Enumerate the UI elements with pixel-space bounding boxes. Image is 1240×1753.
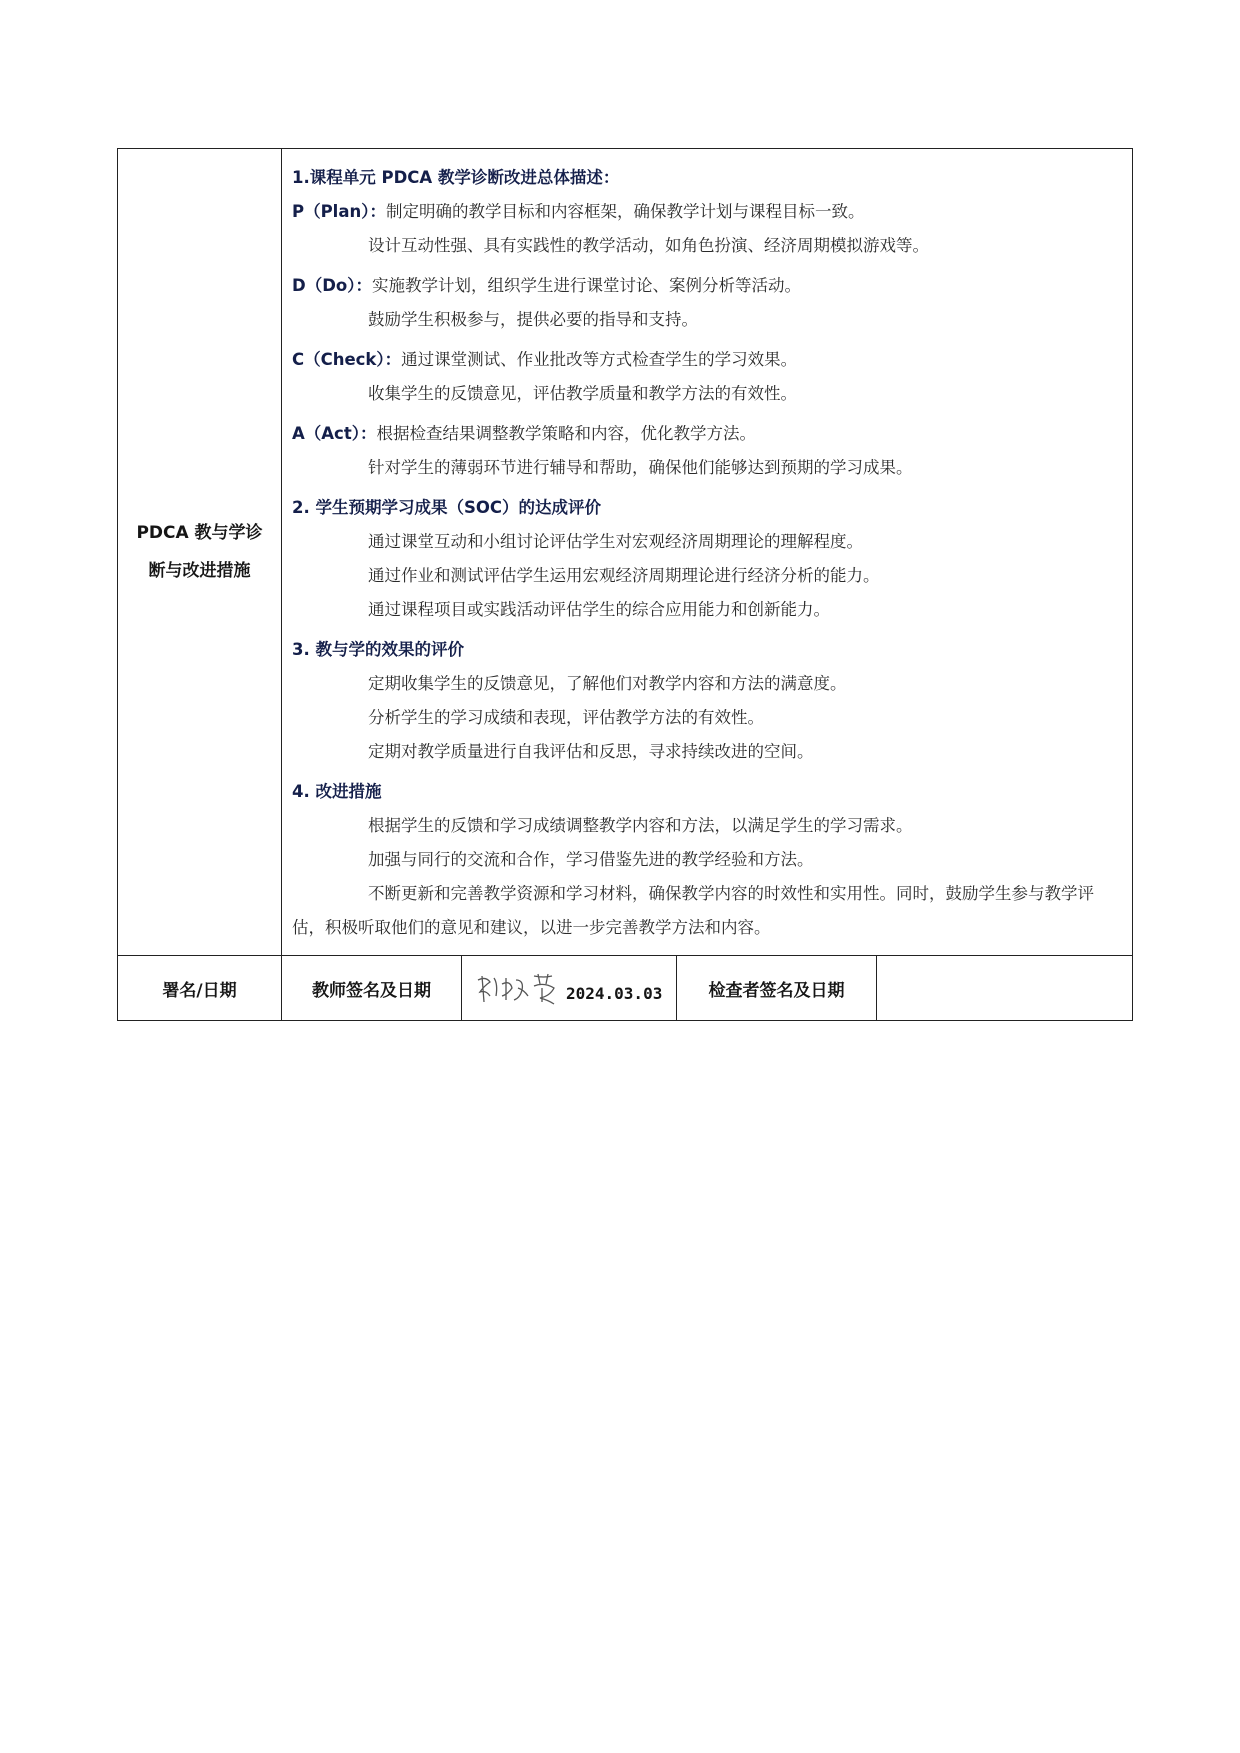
pdca-text: 根据检查结果调整教学策略和内容，优化教学方法。 bbox=[376, 424, 756, 443]
pdca-item-check bbox=[292, 343, 1122, 411]
pdca-detail: 鼓励学生积极参与，提供必要的指导和支持。 bbox=[368, 310, 698, 329]
pdca-lead: P（Plan）： bbox=[292, 202, 386, 221]
document-page bbox=[117, 148, 1132, 1021]
pdca-text: 制定明确的教学目标和内容框架，确保教学计划与课程目标一致。 bbox=[385, 202, 865, 221]
pdca-detail: 设计互动性强、具有实践性的教学活动，如角色扮演、经济周期模拟游戏等。 bbox=[368, 236, 929, 255]
pdca-text: 通过课堂测试、作业批改等方式检查学生的学习效果。 bbox=[401, 350, 798, 369]
section-line: 分析学生的学习成绩和表现，评估教学方法的有效性。 bbox=[368, 708, 764, 727]
section-line: 通过课堂互动和小组讨论评估学生对宏观经济周期理论的理解程度。 bbox=[368, 532, 863, 551]
teacher-signature-label: 教师签名及日期 bbox=[282, 956, 462, 1021]
pdca-detail: 针对学生的薄弱环节进行辅导和帮助，确保他们能够达到预期的学习成果。 bbox=[368, 458, 913, 477]
section-paragraph: 不断更新和完善教学资源和学习材料，确保教学内容的时效性和实用性。同时，鼓励学生参与教学评估，积极听取他们的意见和建议，以进一步完善教学方法和内容。 bbox=[292, 884, 1094, 937]
pdca-lead: D（Do）： bbox=[292, 276, 372, 295]
section-line: 通过课程项目或实践活动评估学生的综合应用能力和创新能力。 bbox=[368, 600, 830, 619]
pdca-row bbox=[118, 149, 1133, 956]
teacher-signature-date: 2024.03.03 bbox=[566, 983, 663, 1003]
pdca-detail: 收集学生的反馈意见，评估教学质量和教学方法的有效性。 bbox=[368, 384, 797, 403]
pdca-text: 实施教学计划，组织学生进行课堂讨论、案例分析等活动。 bbox=[371, 276, 801, 295]
section-line: 加强与同行的交流和合作，学习借鉴先进的教学经验和方法。 bbox=[368, 850, 814, 869]
section-label-cell bbox=[118, 149, 282, 956]
section-label: PDCA 教与学诊断与改进措施 bbox=[136, 523, 263, 581]
teacher-signature-cell[interactable] bbox=[462, 956, 677, 1021]
section-teaching-evaluation bbox=[292, 633, 1122, 769]
pdca-item-plan bbox=[292, 195, 1122, 263]
section-heading: 4. 改进措施 bbox=[292, 782, 382, 801]
content-title: 1.课程单元 PDCA 教学诊断改进总体描述： bbox=[292, 168, 620, 187]
signature-row bbox=[118, 956, 1133, 1021]
section-line: 定期对教学质量进行自我评估和反思，寻求持续改进的空间。 bbox=[368, 742, 814, 761]
section-line: 定期收集学生的反馈意见，了解他们对教学内容和方法的满意度。 bbox=[368, 674, 847, 693]
pdca-form-table bbox=[117, 148, 1133, 1021]
section-improvement bbox=[292, 775, 1122, 945]
checker-signature-label: 检查者签名及日期 bbox=[677, 956, 877, 1021]
pdca-item-do bbox=[292, 269, 1122, 337]
signature-row-label: 署名/日期 bbox=[118, 956, 282, 1021]
pdca-lead: A（Act）： bbox=[292, 424, 377, 443]
handwritten-signature bbox=[472, 968, 564, 1008]
pdca-lead: C（Check）： bbox=[292, 350, 402, 369]
section-soc-evaluation bbox=[292, 491, 1122, 627]
checker-signature-cell[interactable] bbox=[877, 956, 1133, 1021]
section-line: 根据学生的反馈和学习成绩调整教学内容和方法，以满足学生的学习需求。 bbox=[368, 816, 913, 835]
section-heading: 2. 学生预期学习成果（SOC）的达成评价 bbox=[292, 498, 602, 517]
section-line: 通过作业和测试评估学生运用宏观经济周期理论进行经济分析的能力。 bbox=[368, 566, 880, 585]
section-content-cell bbox=[282, 149, 1133, 956]
pdca-item-act bbox=[292, 417, 1122, 485]
section-heading: 3. 教与学的效果的评价 bbox=[292, 640, 464, 659]
